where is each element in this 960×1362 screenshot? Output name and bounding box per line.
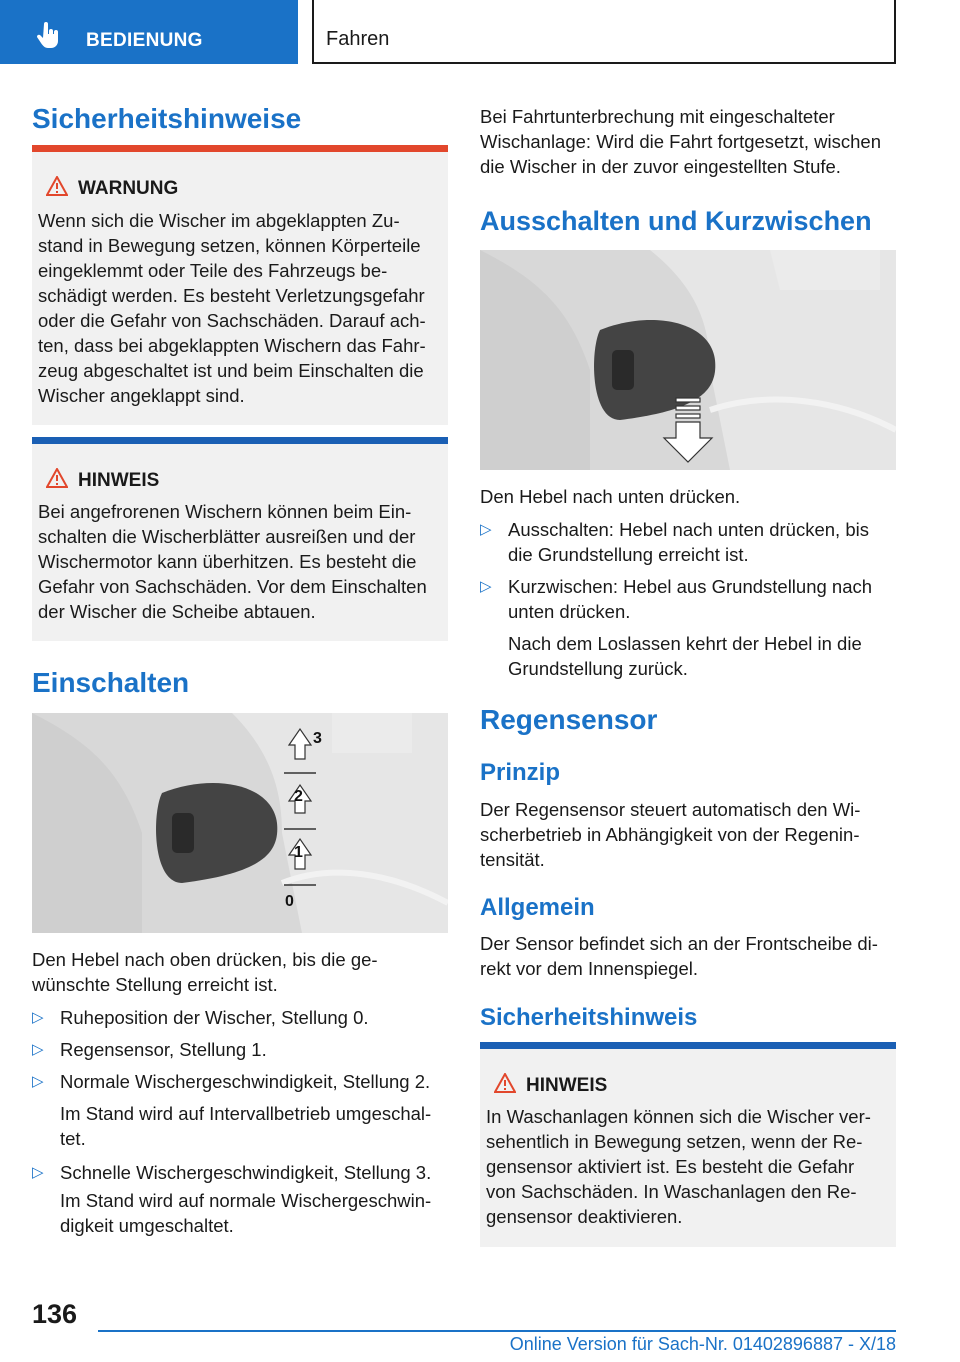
list-item-text: Kurzwischen: Hebel aus Grundstellung nach	[508, 576, 873, 597]
heading-sicherheitshinweis: Sicherheitshinweis	[480, 1004, 698, 1031]
list-item-text: Ruheposition der Wischer, Stellung 0.	[60, 1007, 369, 1028]
triangle-bullet-icon: ▷	[32, 1073, 44, 1090]
heading-prinzip: Prinzip	[480, 759, 561, 786]
footer-divider	[98, 1330, 896, 1332]
triangle-bullet-icon: ▷	[480, 578, 492, 595]
text-line: Wischer angeklappt sind.	[38, 385, 245, 406]
list-item-text: unten drücken.	[508, 601, 631, 622]
text-line: schalten die Wischerblätter ausreißen und der	[38, 526, 416, 547]
warning-title: WARNUNG	[78, 178, 179, 199]
list-item	[480, 574, 896, 684]
heading-regensensor: Regensensor	[480, 704, 658, 735]
section-tab	[0, 0, 298, 64]
position-label: 1	[294, 844, 303, 861]
text-line: die Wischer in der zuvor eingestellten Stufe.	[480, 156, 841, 177]
text-line: wünschte Stellung erreicht ist.	[32, 974, 278, 995]
hebel-unten-text: Den Hebel nach unten drücken.	[480, 486, 741, 507]
list-item-text: Schnelle Wischergeschwindigkeit, Stellung 3.	[60, 1162, 432, 1183]
hint-text	[38, 499, 440, 624]
text-line: Der Sensor befindet sich an der Frontscheibe di-	[480, 933, 878, 954]
text-line: Bei Fahrtunterbrechung mit eingeschalteter	[480, 106, 835, 127]
text-line: scherbetrieb in Abhängigkeit von der Regenin-	[480, 824, 860, 845]
text-line: sehentlich in Bewegung setzen, wenn der Re-	[486, 1131, 863, 1152]
warning-box	[32, 145, 448, 425]
text-line: Bei angefrorenen Wischern können beim Ein-	[38, 501, 412, 522]
position-label: 0	[285, 893, 294, 910]
allgemein-text	[480, 931, 896, 981]
list-item-note: Im Stand wird auf Intervallbetrieb umgeschal-	[60, 1103, 432, 1124]
list-item-note: digkeit umgeschaltet.	[60, 1215, 234, 1236]
warning-text	[38, 208, 440, 408]
text-line: gensensor aktiviert ist. Es besteht die Gefahr	[486, 1156, 855, 1177]
triangle-bullet-icon: ▷	[32, 1041, 44, 1058]
page-number: 136	[32, 1299, 78, 1329]
hint-title: HINWEIS	[78, 470, 160, 491]
list-item-note: Grundstellung zurück.	[508, 658, 688, 679]
text-line: ten, dass bei abgeklappten Wischern das Fahr-	[38, 335, 426, 356]
triangle-bullet-icon: ▷	[32, 1009, 44, 1026]
text-line: tensität.	[480, 849, 545, 870]
position-label: 2	[294, 788, 303, 805]
heading-allgemein: Allgemein	[480, 894, 595, 921]
text-line: In Waschanlagen können sich die Wischer ver-	[486, 1106, 871, 1127]
position-label: 3	[313, 730, 322, 747]
text-line: schädigt werden. Es besteht Verletzungsgefahr	[38, 285, 425, 306]
triangle-bullet-icon: ▷	[480, 521, 492, 538]
text-line: Wischanlage: Wird die Fahrt fortgesetzt, wischen	[480, 131, 881, 152]
wiper-lever-up-image	[32, 713, 448, 933]
text-line: zeug abgeschaltet ist und beim Einschalten die	[38, 360, 424, 381]
list-item-note: Im Stand wird auf normale Wischergeschwin-	[60, 1190, 432, 1211]
text-line: stand in Bewegung setzen, können Körperteile	[38, 235, 421, 256]
heading-sicherheitshinweise: Sicherheitshinweise	[32, 103, 302, 134]
text-line: rekt vor dem Innenspiegel.	[480, 958, 699, 979]
text-line: oder die Gefahr von Sachschäden. Darauf ach-	[38, 310, 426, 331]
list-item-text: Regensensor, Stellung 1.	[60, 1039, 267, 1060]
einschalten-intro	[32, 947, 448, 997]
list-item-text: die Grundstellung erreicht ist.	[508, 544, 749, 565]
text-line: Der Regensensor steuert automatisch den Wi-	[480, 799, 861, 820]
list-item	[32, 1069, 448, 1149]
list-item-text: Normale Wischergeschwindigkeit, Stellung 2.	[60, 1071, 431, 1092]
text-line: Gefahr von Sachschäden. Vor dem Einschalten	[38, 576, 427, 597]
warning-triangle-icon	[46, 468, 68, 488]
warning-triangle-icon	[494, 1073, 516, 1093]
text-line: eingeklemmt oder Teile des Fahrzeugs be-	[38, 260, 388, 281]
warning-triangle-icon	[46, 176, 68, 196]
text-line: Den Hebel nach oben drücken, bis die ge-	[32, 949, 378, 970]
text-line: Wischermotor kann überhitzen. Es besteht die	[38, 551, 417, 572]
text-line: von Sachschäden. In Waschanlagen den Re-	[486, 1181, 857, 1202]
text-line: der Wischer die Scheibe abtauen.	[38, 601, 316, 622]
section-tab-label: BEDIENUNG	[86, 30, 203, 51]
list-item	[32, 1160, 448, 1240]
list-item	[480, 517, 896, 569]
hint-title: HINWEIS	[526, 1075, 608, 1096]
heading-ausschalten: Ausschalten und Kurzwischen	[480, 206, 872, 236]
text-line: Wenn sich die Wischer im abgeklappten Zu-	[38, 210, 400, 231]
chapter-title: Fahren	[326, 28, 390, 50]
hint-box	[32, 437, 448, 641]
heading-einschalten: Einschalten	[32, 667, 190, 698]
hand-pointer-icon	[36, 22, 62, 50]
fahrtunterbrechung-text	[480, 104, 896, 179]
text-line: gensensor deaktivieren.	[486, 1206, 683, 1227]
list-item-note: tet.	[60, 1128, 86, 1149]
list-item-text: Ausschalten: Hebel nach unten drücken, bis	[508, 519, 869, 540]
triangle-bullet-icon: ▷	[32, 1164, 44, 1181]
hint-text	[486, 1104, 888, 1229]
list-item-note: Nach dem Loslassen kehrt der Hebel in die	[508, 633, 862, 654]
footer-online-version: Online Version für Sach-Nr. 01402896887 - X/18	[509, 1334, 896, 1354]
chapter-header	[312, 0, 896, 64]
hint-box	[480, 1042, 896, 1247]
prinzip-text	[480, 797, 896, 872]
wiper-lever-down-image	[480, 250, 896, 470]
